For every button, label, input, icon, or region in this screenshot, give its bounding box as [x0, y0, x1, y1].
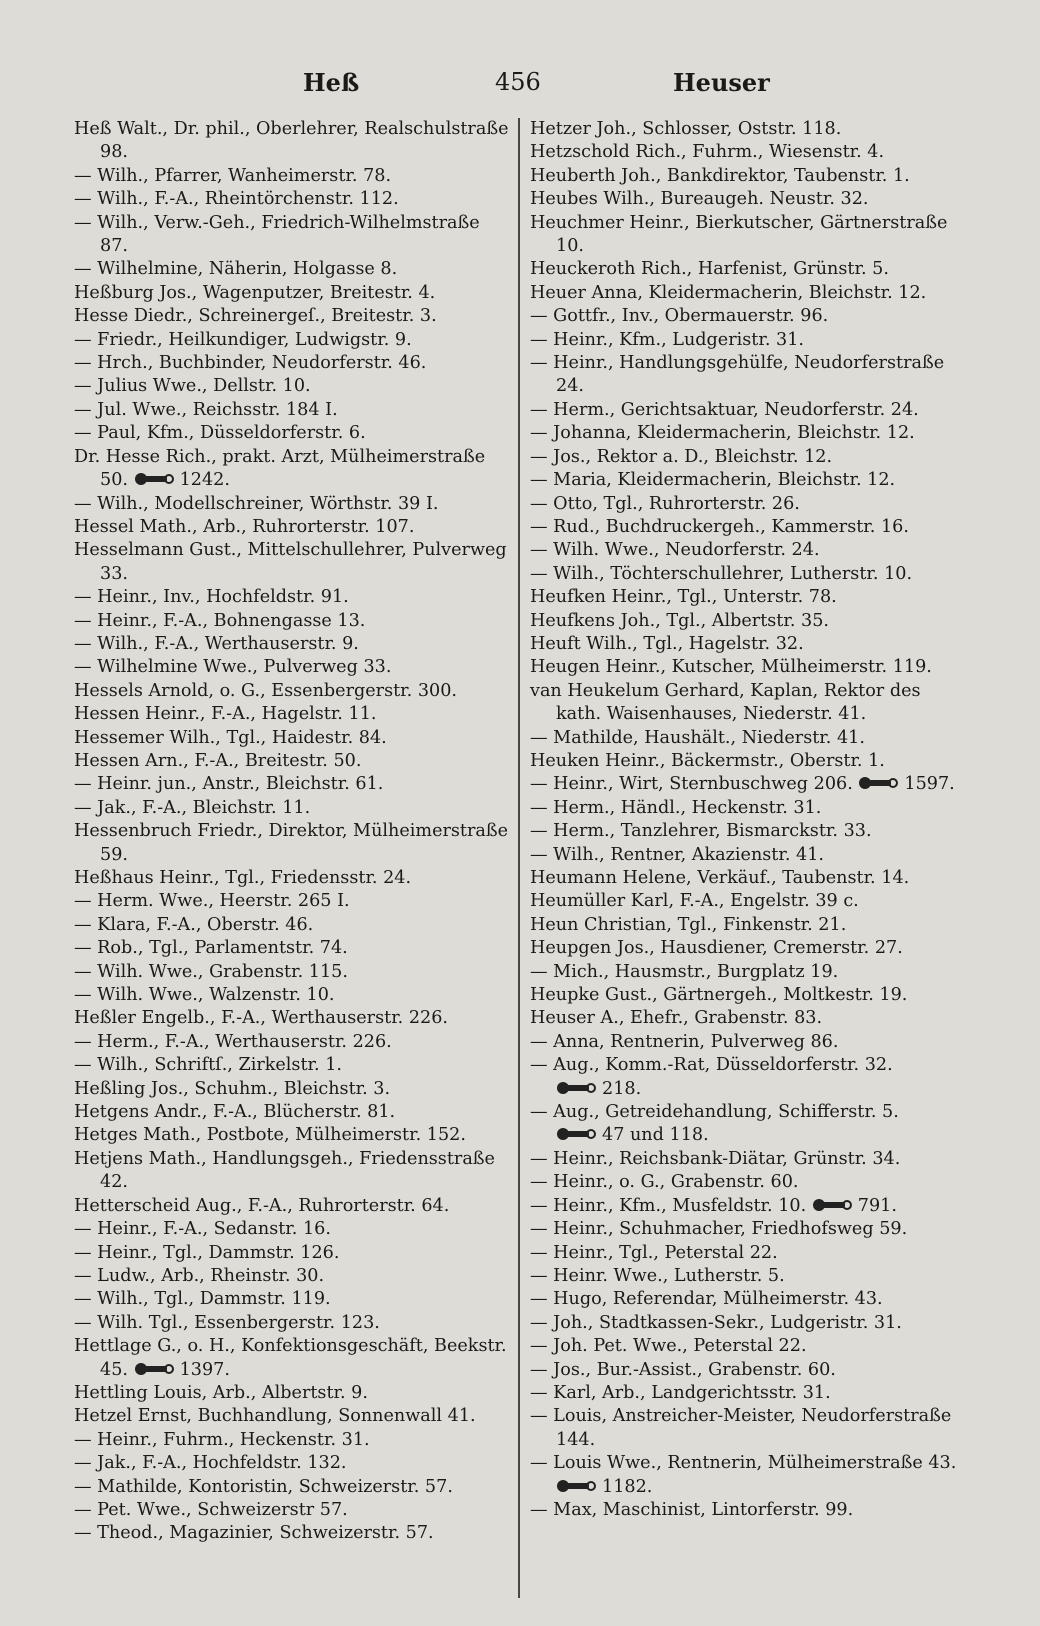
entry-text: Heuft Wilh., Tgl., Hagelstr. 32.	[530, 633, 804, 654]
directory-entry	[74, 1288, 510, 1311]
entry-text: Hettling Louis, Arb., Albertstr. 9.	[74, 1382, 368, 1403]
entry-text: — Heinr., Reichsbank-Diätar, Grünstr. 34.	[530, 1148, 901, 1169]
directory-entry	[74, 1452, 510, 1475]
directory-entry	[74, 937, 510, 960]
entry-text: — Wilh. Wwe., Walzenstr. 10.	[74, 985, 335, 1006]
entry-text: — Ludw., Arb., Rheinstr. 30.	[74, 1265, 325, 1286]
entry-text: — Paul, Kfm., Düsseldorferstr. 6.	[74, 423, 366, 444]
telephone-number: 1597.	[858, 774, 954, 794]
directory-entry	[530, 1335, 970, 1358]
entry-text: — Wilh., F.-A., Werthauserstr. 9.	[74, 633, 359, 654]
directory-entry	[74, 1312, 510, 1335]
directory-entry	[74, 1195, 510, 1218]
entry-text: — Wilh. Wwe., Neudorferstr. 24.	[530, 540, 820, 561]
directory-entry	[530, 1382, 970, 1405]
entry-text: Hessemer Wilh., Tgl., Haidestr. 84.	[74, 727, 387, 748]
directory-entry	[530, 1007, 970, 1030]
directory-entry	[74, 282, 510, 305]
page-number: 456	[495, 68, 541, 96]
directory-entry	[74, 1242, 510, 1265]
directory-entry	[530, 493, 970, 516]
directory-entry	[530, 212, 970, 259]
entry-text: — Heinr., Handlungsgehülfe, Neudorferstraße 24.	[530, 353, 945, 397]
entry-text: Hesse Diedr., Schreinergeſ., Breitestr. 3.	[74, 306, 437, 327]
directory-entry	[530, 1405, 970, 1452]
directory-entry	[74, 867, 510, 890]
entry-text: — Wilh. Wwe., Grabenstr. 115.	[74, 961, 348, 982]
entry-text: — Aug., Getreidehandlung, Schifferstr. 5.	[530, 1102, 899, 1123]
header-right-word: Heuser	[673, 68, 770, 97]
directory-entry	[74, 820, 510, 867]
directory-entry	[530, 1242, 970, 1265]
directory-entry	[74, 329, 510, 352]
directory-entry	[530, 797, 970, 820]
directory-entry	[530, 1359, 970, 1382]
directory-entry	[530, 563, 970, 586]
directory-entry	[74, 188, 510, 211]
directory-entry	[74, 1007, 510, 1030]
entry-text: Heuken Heinr., Bäckermstr., Oberstr. 1.	[530, 750, 885, 771]
directory-entry	[530, 305, 970, 328]
directory-entry	[530, 1288, 970, 1311]
directory-entry	[530, 516, 970, 539]
entry-text: — Max, Maschinist, Lintorferstr. 99.	[530, 1499, 854, 1520]
entry-text: Heuckeroth Rich., Harfenist, Grünstr. 5.	[530, 259, 889, 280]
directory-entry	[74, 656, 510, 679]
directory-entry	[74, 961, 510, 984]
entry-text: Heufken Heinr., Tgl., Unterstr. 78.	[530, 587, 837, 608]
entry-text: Heumüller Karl, F.-A., Engelstr. 39 c.	[530, 891, 859, 912]
entry-text: — Louis Wwe., Rentnerin, Mülheimerstraße 43.	[530, 1453, 957, 1474]
entry-text: Heßhaus Heinr., Tgl., Friedensstr. 24.	[74, 868, 412, 888]
directory-entry	[74, 1335, 510, 1382]
directory-entry	[74, 890, 510, 913]
entry-text: — Wilh., Töchterschullehrer, Lutherstr. 10.	[530, 563, 913, 584]
entry-text: — Rob., Tgl., Parlamentstr. 74.	[74, 938, 348, 959]
entry-text: Heugen Heinr., Kutscher, Mülheimerstr. 119.	[530, 657, 932, 678]
directory-entry	[74, 1265, 510, 1288]
entry-text: — Wilh., Tgl., Dammstr. 119.	[74, 1289, 331, 1310]
directory-entry	[530, 352, 970, 399]
entry-text: — Heinr., Fuhrm., Heckenstr. 31.	[74, 1429, 370, 1450]
entry-text: — Gottfr., Inv., Obermauerstr. 96.	[530, 306, 829, 327]
directory-entry	[530, 1312, 970, 1335]
entry-text: Hessen Heinr., F.-A., Hagelstr. 11.	[74, 704, 377, 725]
entry-text: — Heinr., Tgl., Dammstr. 126.	[74, 1242, 340, 1263]
entry-text: — Herm. Wwe., Heerstr. 265 I.	[74, 891, 350, 912]
entry-text: — Heinr. jun., Anstr., Bleichstr. 61.	[74, 774, 384, 795]
directory-entry	[530, 961, 970, 984]
entry-text: — Louis, Anstreicher-Meister, Neudorferstraße 144.	[530, 1406, 952, 1450]
telephone-number: 791.	[812, 1196, 897, 1216]
telephone-number: 47 und 118.	[556, 1125, 709, 1145]
directory-entry	[530, 539, 970, 562]
entry-text: — Aug., Komm.-Rat, Düsseldorferstr. 32.	[530, 1055, 893, 1076]
directory-entry	[74, 446, 510, 493]
entry-text: — Anna, Rentnerin, Pulverweg 86.	[530, 1031, 839, 1052]
directory-entry	[74, 516, 510, 539]
directory-entry	[74, 727, 510, 750]
directory-entry	[74, 1476, 510, 1499]
entry-text: — Klara, F.-A., Oberstr. 46.	[74, 914, 314, 935]
telephone-number: 1242.	[134, 470, 230, 490]
entry-text: — Herm., F.-A., Werthauserstr. 226.	[74, 1031, 392, 1052]
directory-entry	[74, 633, 510, 656]
directory-entry	[74, 1499, 510, 1522]
entry-text: Hetzer Joh., Schlosser, Oststr. 118.	[530, 119, 842, 139]
entry-text: — Heinr., Kfm., Musfeldstr. 10.	[530, 1195, 807, 1216]
directory-entry	[74, 1522, 510, 1545]
entry-text: — Jos., Rektor a. D., Bleichstr. 12.	[530, 446, 833, 467]
directory-entry	[530, 118, 970, 141]
directory-entry	[74, 1429, 510, 1452]
directory-entry	[74, 399, 510, 422]
directory-entry	[530, 1148, 970, 1171]
entry-text: — Karl, Arb., Landgerichtsstr. 31.	[530, 1382, 831, 1403]
directory-entry	[530, 258, 970, 281]
directory-entry	[530, 165, 970, 188]
entry-text: Hetges Math., Postbote, Mülheimerstr. 152.	[74, 1125, 466, 1146]
entry-text: Heupgen Jos., Hausdiener, Cremerstr. 27.	[530, 938, 903, 959]
entry-text: Heß Walt., Dr. phil., Oberlehrer, Realschulstraße 98.	[74, 119, 509, 163]
directory-entry	[74, 212, 510, 259]
directory-entry	[74, 375, 510, 398]
directory-entry	[530, 820, 970, 843]
directory-entry	[530, 141, 970, 164]
directory-entry	[74, 352, 510, 375]
telephone-icon	[134, 1361, 176, 1377]
directory-entry	[530, 1218, 970, 1241]
entry-text: Hetjens Math., Handlungsgeh., Friedensstraße 42.	[74, 1148, 495, 1193]
directory-entry	[74, 750, 510, 773]
directory-entry	[530, 750, 970, 773]
entry-text: — Maria, Kleidermacherin, Bleichstr. 12.	[530, 470, 896, 491]
entry-text: — Otto, Tgl., Ruhrorterstr. 26.	[530, 493, 800, 514]
directory-entry	[74, 984, 510, 1007]
entry-text: Heumann Helene, Verkäuf., Taubenstr. 14.	[530, 868, 910, 888]
column-divider	[518, 118, 520, 1598]
telephone-icon	[556, 1126, 598, 1142]
entry-text: Hessenbruch Friedr., Direktor, Mülheimerstraße 59.	[74, 821, 509, 865]
directory-entry	[530, 1054, 970, 1101]
directory-entry	[530, 446, 970, 469]
entry-text: — Jos., Bur.-Assist., Grabenstr. 60.	[530, 1359, 836, 1380]
entry-text: — Heinr., F.-A., Bohnengasse 13.	[74, 610, 366, 631]
directory-entry	[530, 984, 970, 1007]
entry-text: Heßburg Jos., Wagenputzer, Breitestr. 4.	[74, 282, 436, 303]
directory-entry	[530, 399, 970, 422]
entry-text: — Heinr., Tgl., Peterstal 22.	[530, 1242, 778, 1263]
entry-text: Heßler Engelb., F.-A., Werthauserstr. 226.	[74, 1008, 449, 1029]
entry-text: — Heinr., Schuhmacher, Friedhofsweg 59.	[530, 1219, 908, 1240]
directory-entry	[530, 656, 970, 679]
header-left-word: Heß	[303, 68, 360, 97]
entry-text: Heufkens Joh., Tgl., Albertstr. 35.	[530, 610, 830, 631]
entry-text: — Pet. Wwe., Schweizerstr 57.	[74, 1499, 348, 1520]
entry-text: — Mathilde, Haushält., Niederstr. 41.	[530, 727, 865, 748]
entry-text: — Heinr., o. G., Grabenstr. 60.	[530, 1172, 799, 1193]
directory-entry	[530, 469, 970, 492]
directory-entry	[74, 1218, 510, 1241]
entry-text: — Wilh., Schriftſ., Zirkelstr. 1.	[74, 1055, 342, 1076]
entry-text: — Heinr., Wirt, Sternbuschweg 206.	[530, 774, 853, 795]
directory-entry	[74, 1148, 510, 1195]
entry-text: — Wilh., Rentner, Akazienstr. 41.	[530, 844, 825, 865]
directory-entry	[530, 422, 970, 445]
directory-entry	[530, 1452, 970, 1499]
entry-text: van Heukelum Gerhard, Kaplan, Rektor des kath. Waisenhauses, Niederstr. 41.	[530, 680, 921, 725]
directory-entry	[530, 844, 970, 867]
telephone-icon	[812, 1197, 854, 1213]
directory-entry	[530, 282, 970, 305]
directory-entry	[530, 633, 970, 656]
directory-entry	[74, 797, 510, 820]
entry-text: Hettlage G., o. H., Konfektionsgeschäft, Beekstr. 45.	[74, 1336, 507, 1380]
entry-text: — Herm., Gerichtsaktuar, Neudorferstr. 24.	[530, 399, 919, 420]
entry-text: Heuer Anna, Kleidermacherin, Bleichstr. 12.	[530, 282, 927, 303]
entry-text: — Wilhelmine Wwe., Pulverweg 33.	[74, 657, 392, 678]
directory-entry	[74, 586, 510, 609]
entry-text: Heuchmer Heinr., Bierkutscher, Gärtnerstraße 10.	[530, 212, 948, 257]
entry-text: — Hrch., Buchbinder, Neudorferstr. 46.	[74, 353, 427, 374]
directory-entry	[74, 165, 510, 188]
entry-text: — Julius Wwe., Dellstr. 10.	[74, 376, 311, 397]
entry-text: Heuberth Joh., Bankdirektor, Taubenstr. 1.	[530, 165, 910, 186]
entry-text: Heun Christian, Tgl., Finkenstr. 21.	[530, 914, 847, 935]
entry-text: — Herm., Tanzlehrer, Bismarckstr. 33.	[530, 821, 872, 842]
telephone-icon	[556, 1478, 598, 1494]
entry-text: Heßling Jos., Schuhm., Bleichstr. 3.	[74, 1078, 391, 1099]
entry-text: — Joh., Stadtkassen-Sekr., Ludgeristr. 31.	[530, 1312, 902, 1333]
telephone-number: 218.	[556, 1079, 641, 1099]
directory-entry	[74, 539, 510, 586]
directory-entry	[530, 188, 970, 211]
entry-text: — Heinr., Kfm., Ludgeristr. 31.	[530, 329, 804, 350]
entry-text: — Johanna, Kleidermacherin, Bleichstr. 12.	[530, 423, 915, 444]
directory-entry	[74, 1124, 510, 1147]
directory-entry	[530, 914, 970, 937]
entry-text: — Wilh., Modellschreiner, Wörthstr. 39 I.	[74, 493, 439, 514]
directory-entry	[74, 703, 510, 726]
entry-text: — Herm., Händl., Heckenstr. 31.	[530, 797, 822, 818]
entry-text: Hesselmann Gust., Mittelschullehrer, Pulverweg 33.	[74, 540, 507, 584]
directory-entry	[530, 1265, 970, 1288]
entry-text: — Wilh. Tgl., Essenbergerstr. 123.	[74, 1312, 380, 1333]
entry-text: — Jak., F.-A., Bleichstr. 11.	[74, 797, 311, 818]
entry-text: Hessel Math., Arb., Ruhrorterstr. 107.	[74, 516, 415, 537]
directory-entry	[530, 680, 970, 727]
telephone-icon	[858, 775, 900, 791]
directory-entry	[74, 258, 510, 281]
directory-entry	[74, 773, 510, 796]
right-column	[530, 118, 970, 1522]
directory-entry	[530, 1171, 970, 1194]
directory-entry	[74, 680, 510, 703]
entry-text: Hessels Arnold, o. G., Essenbergerstr. 300.	[74, 680, 458, 701]
entry-text: — Friedr., Heilkundiger, Ludwigstr. 9.	[74, 329, 412, 350]
entry-text: — Theod., Magazinier, Schweizerstr. 57.	[74, 1523, 434, 1544]
directory-entry	[74, 1382, 510, 1405]
directory-entry	[74, 422, 510, 445]
entry-text: — Joh. Pet. Wwe., Peterstal 22.	[530, 1336, 807, 1357]
directory-entry	[74, 305, 510, 328]
entry-text: Heuser A., Ehefr., Grabenstr. 83.	[530, 1008, 823, 1029]
directory-entry	[74, 1031, 510, 1054]
entry-text: Hetzschold Rich., Fuhrm., Wiesenstr. 4.	[530, 142, 885, 163]
entry-text: — Mich., Hausmstr., Burgplatz 19.	[530, 961, 839, 982]
entry-text: — Rud., Buchdruckergeh., Kammerstr. 16.	[530, 516, 909, 537]
directory-entry	[530, 1195, 970, 1218]
entry-text: Heubes Wilh., Bureaugeh. Neustr. 32.	[530, 189, 869, 210]
entry-text: Heupke Gust., Gärtnergeh., Moltkestr. 19.	[530, 985, 908, 1006]
directory-entry	[530, 727, 970, 750]
telephone-icon	[134, 471, 176, 487]
directory-entry	[74, 493, 510, 516]
entry-text: — Heinr. Wwe., Lutherstr. 5.	[530, 1265, 785, 1286]
entry-text: — Heinr., F.-A., Sedanstr. 16.	[74, 1219, 331, 1240]
telephone-number: 1182.	[556, 1477, 652, 1497]
left-column	[74, 118, 510, 1546]
entry-text: — Jul. Wwe., Reichsstr. 184 I.	[74, 399, 338, 420]
entry-text: — Heinr., Inv., Hochfeldstr. 91.	[74, 587, 349, 608]
directory-entry	[74, 1054, 510, 1077]
directory-entry	[530, 937, 970, 960]
entry-text: Hessen Arn., F.-A., Breitestr. 50.	[74, 750, 362, 771]
directory-entry	[74, 118, 510, 165]
entry-text: Dr. Hesse Rich., prakt. Arzt, Mülheimerstraße 50.	[74, 446, 486, 491]
directory-entry	[530, 867, 970, 890]
directory-entry	[530, 329, 970, 352]
entry-text: — Wilh., Pfarrer, Wanheimerstr. 78.	[74, 165, 392, 186]
directory-entry	[530, 610, 970, 633]
entry-text: — Mathilde, Kontoristin, Schweizerstr. 57.	[74, 1476, 453, 1497]
entry-text: — Wilhelmine, Näherin, Holgasse 8.	[74, 259, 398, 280]
page-header	[0, 68, 1040, 104]
entry-text: Hetgens Andr., F.-A., Blücherstr. 81.	[74, 1102, 396, 1123]
directory-entry	[74, 1078, 510, 1101]
entry-text: — Hugo, Referendar, Mülheimerstr. 43.	[530, 1289, 883, 1310]
directory-entry	[74, 610, 510, 633]
entry-text: Hetterscheid Aug., F.-A., Ruhrorterstr. 64.	[74, 1195, 450, 1216]
directory-entry	[530, 773, 970, 796]
entry-text: — Wilh., Verw.-Geh., Friedrich-Wilhelmstraße 87.	[74, 212, 480, 257]
entry-text: — Wilh., F.-A., Rheintörchenstr. 112.	[74, 189, 399, 210]
entry-text: — Jak., F.-A., Hochfeldstr. 132.	[74, 1453, 347, 1474]
directory-entry	[74, 914, 510, 937]
telephone-number: 1397.	[134, 1360, 230, 1380]
directory-entry	[74, 1101, 510, 1124]
directory-entry	[530, 890, 970, 913]
entry-text: Hetzel Ernst, Buchhandlung, Sonnenwall 41.	[74, 1406, 476, 1427]
directory-entry	[74, 1405, 510, 1428]
directory-entry	[530, 586, 970, 609]
directory-entry	[530, 1101, 970, 1148]
directory-entry	[530, 1499, 970, 1522]
telephone-icon	[556, 1080, 598, 1096]
directory-entry	[530, 1031, 970, 1054]
